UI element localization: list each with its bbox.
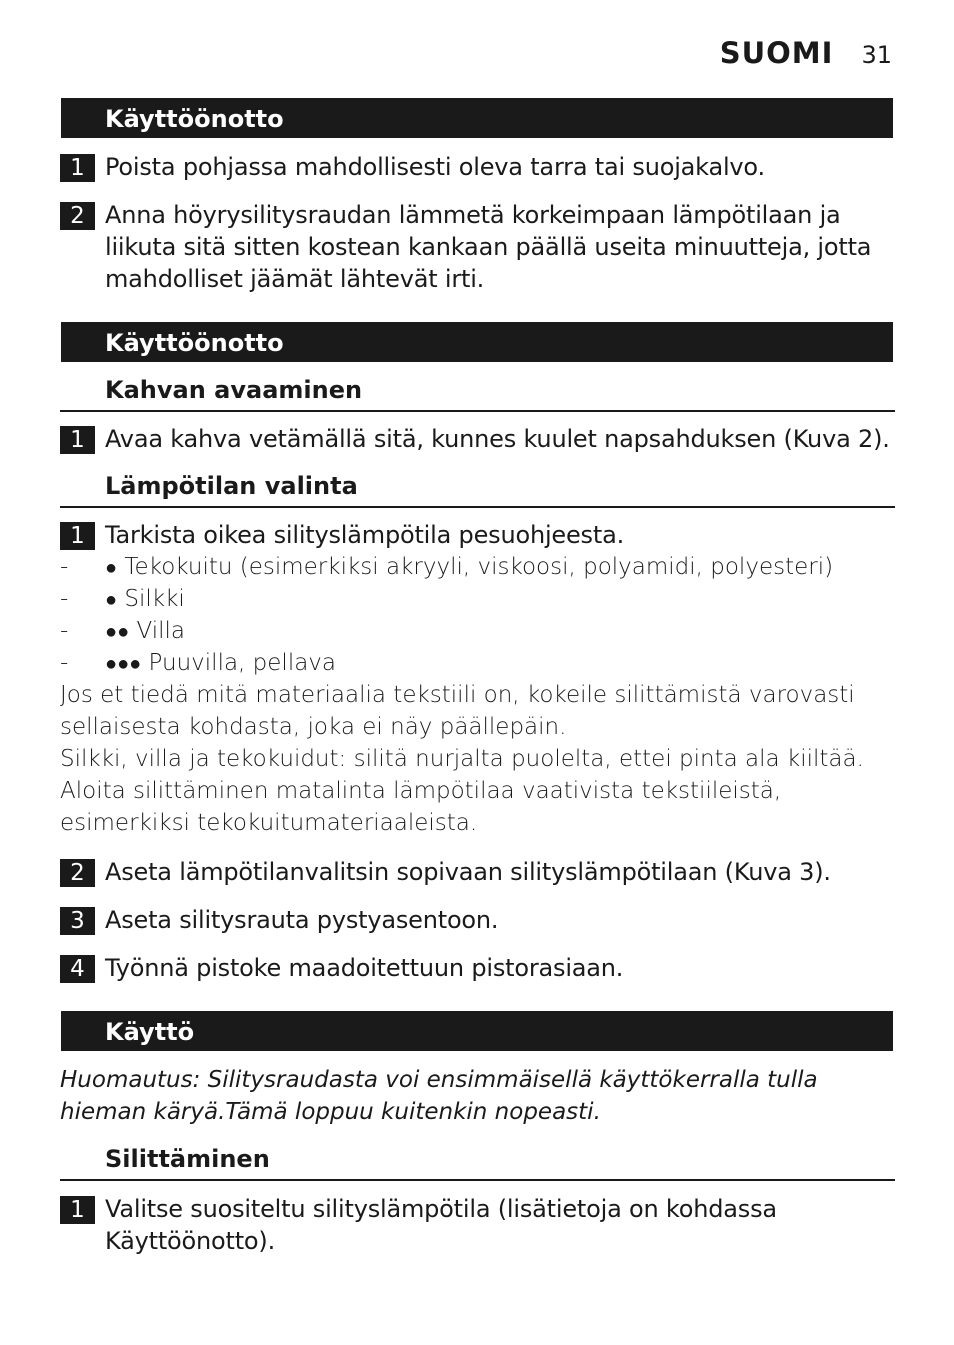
language-label: SUOMI bbox=[719, 36, 834, 70]
step-number: 1 bbox=[60, 1196, 95, 1224]
temperature-dots-icon: ●●● bbox=[105, 651, 142, 675]
step-number: 4 bbox=[60, 955, 95, 983]
list-item: - ● Tekokuitu (esimerkiksi akryyli, viskoosi, polyamidi, polyesteri) bbox=[60, 554, 834, 580]
step-3 bbox=[60, 904, 900, 936]
page-header bbox=[720, 36, 892, 70]
step-2 bbox=[60, 199, 900, 295]
list-item: - ● Silkki bbox=[60, 586, 185, 612]
section-heading-kaytto: Käyttö bbox=[61, 1011, 893, 1051]
step-1 bbox=[60, 519, 900, 551]
step-text: Työnnä pistoke maadoitettuun pistorasiaan. bbox=[105, 954, 624, 982]
subheading-kahvan-avaaminen: Kahvan avaaminen bbox=[60, 372, 895, 412]
step-text: Tarkista oikea silityslämpötila pesuohjeesta. bbox=[105, 521, 625, 549]
subheading-lampotilan-valinta: Lämpötilan valinta bbox=[60, 468, 895, 508]
section-heading-kayttoonotto-2: Käyttöönotto bbox=[61, 322, 893, 362]
step-number: 1 bbox=[60, 154, 95, 182]
temperature-dots-icon: ●● bbox=[105, 619, 130, 643]
step-number: 1 bbox=[60, 426, 95, 454]
paragraph: Silkki, villa ja tekokuidut: silitä nurjalta puolelta, ettei pinta ala kiiltää. bbox=[60, 746, 864, 772]
step-number: 2 bbox=[60, 859, 95, 887]
step-1 bbox=[60, 423, 900, 455]
temperature-dots-icon: ● bbox=[105, 555, 118, 579]
temperature-dots-icon: ● bbox=[105, 587, 118, 611]
step-text: Aseta silitysrauta pystyasentoon. bbox=[105, 906, 499, 934]
step-text: Valitse suositeltu silityslämpötila (lisätietoja on kohdassa Käyttöönotto). bbox=[105, 1195, 777, 1255]
step-number: 3 bbox=[60, 907, 95, 935]
list-item: - ●●● Puuvilla, pellava bbox=[60, 650, 337, 676]
step-2 bbox=[60, 856, 900, 888]
step-4 bbox=[60, 952, 900, 984]
section-heading-kayttoonotto-1: Käyttöönotto bbox=[61, 98, 893, 138]
step-text: Aseta lämpötilanvalitsin sopivaan silityslämpötilaan (Kuva 3). bbox=[105, 858, 831, 886]
step-1 bbox=[60, 151, 900, 183]
list-item: - ●● Villa bbox=[60, 618, 185, 644]
paragraph: Aloita silittäminen matalinta lämpötilaa vaativista tekstiileistä, esimerkiksi tekokuitumateriaaleista. bbox=[60, 778, 782, 836]
step-text: Poista pohjassa mahdollisesti oleva tarra tai suojakalvo. bbox=[105, 153, 765, 181]
step-text: Anna höyrysilitysraudan lämmetä korkeimpaan lämpötilaan ja liikuta sitä sitten kostean kankaan päällä useita minuutteja, jotta mahdolliset jäämät lähtevät irti. bbox=[105, 201, 872, 293]
subheading-silittaminen: Silittäminen bbox=[60, 1141, 895, 1181]
step-text: Avaa kahva vetämällä sitä, kunnes kuulet napsahduksen (Kuva 2). bbox=[105, 425, 890, 453]
step-1 bbox=[60, 1193, 900, 1257]
note-text: Huomautus: Silitysraudasta voi ensimmäisellä käyttökerralla tulla hieman käryä.Tämä loppuu kuitenkin nopeasti. bbox=[60, 1067, 818, 1125]
page-number: 31 bbox=[861, 41, 892, 69]
step-number: 1 bbox=[60, 522, 95, 550]
step-number: 2 bbox=[60, 202, 95, 230]
paragraph: Jos et tiedä mitä materiaalia tekstiili on, kokeile silittämistä varovasti sellaisesta kohdasta, joka ei näy päällepäin. bbox=[60, 682, 855, 740]
